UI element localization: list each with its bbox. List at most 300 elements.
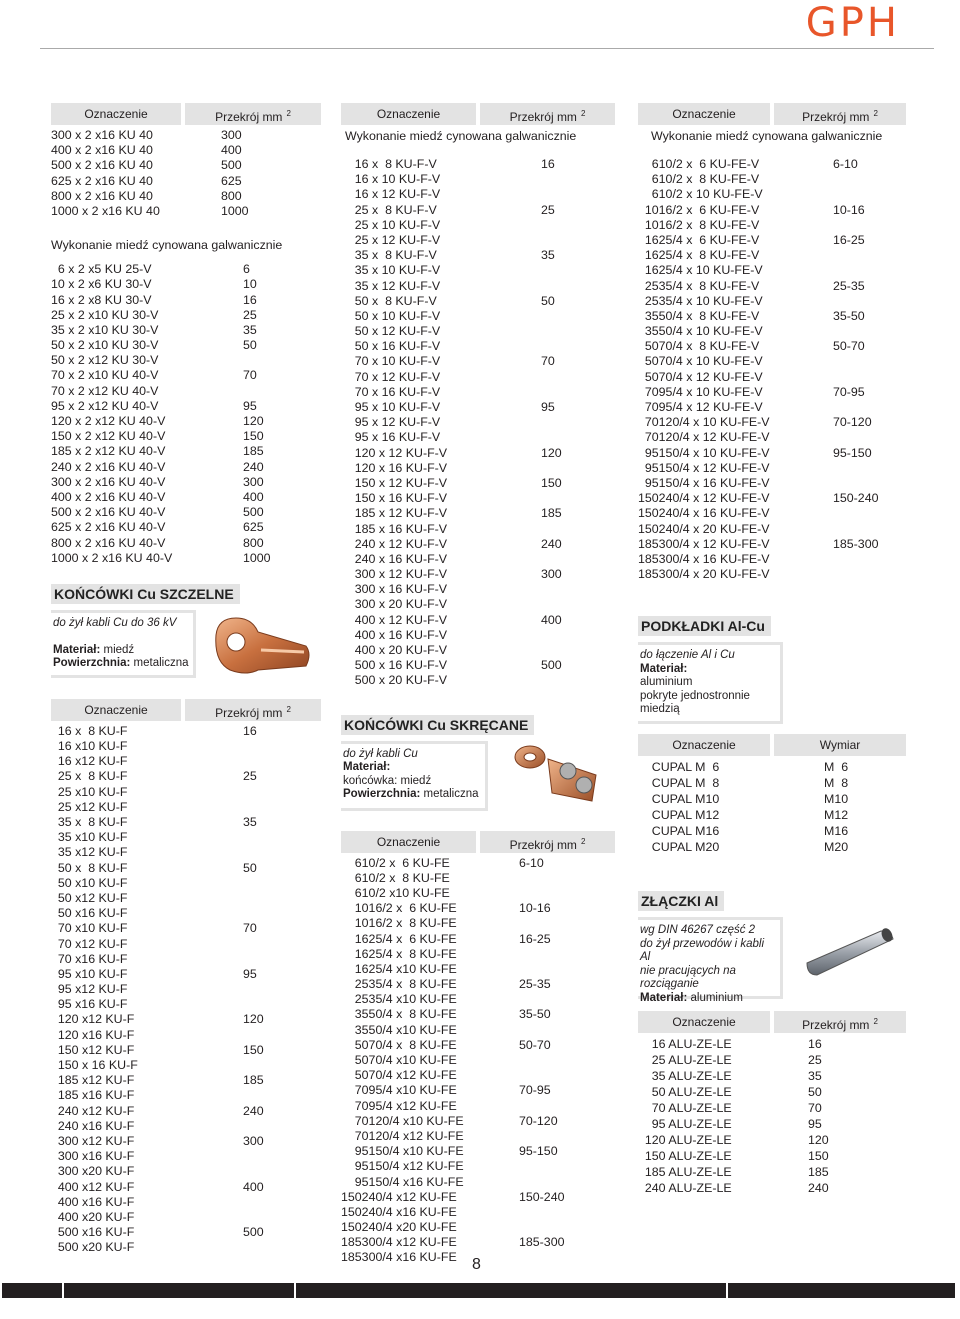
designation-cell: 5070/4 x 8 KU-FE-V xyxy=(638,339,760,354)
designation-cell: 300 x 2 x16 KU 40 xyxy=(51,128,153,142)
table-row xyxy=(51,323,321,338)
table-header xyxy=(638,734,910,756)
designation-cell: 150 x 2 x12 KU 40-V xyxy=(51,429,166,444)
designation-cell: 300 x20 KU-F xyxy=(51,1164,135,1179)
table-row xyxy=(341,932,619,947)
table-row xyxy=(638,1132,910,1148)
value-cell: 25 xyxy=(808,1053,822,1068)
table-row xyxy=(51,429,321,444)
designation-cell: 70 x 16 KU-F-V xyxy=(341,384,441,399)
value-cell: 16 xyxy=(541,157,555,171)
designation-cell: 300 x 16 KU-F-V xyxy=(341,582,448,597)
value-cell: M20 xyxy=(824,840,849,855)
value-cell: 800 xyxy=(243,535,264,550)
designation-cell: CUPAL M10 xyxy=(638,792,720,807)
value-cell: 400 xyxy=(541,612,562,627)
table-row xyxy=(341,962,619,977)
value-cell: 240 xyxy=(808,1181,829,1196)
designation-cell: CUPAL M20 xyxy=(638,840,720,855)
table-row xyxy=(51,1088,321,1103)
designation-cell: 610/2 x 6 KU-FE-V xyxy=(638,157,760,171)
table-row xyxy=(341,263,619,278)
designation-cell: 5070/4 x12 KU-FE xyxy=(341,1068,457,1083)
table-row xyxy=(51,460,321,475)
designation-cell: 50 x 10 KU-F-V xyxy=(341,308,441,323)
value-cell: 625 xyxy=(243,520,264,535)
designation-cell: 500 x 20 KU-F-V xyxy=(341,673,448,688)
designation-cell: 1625/4 x 8 KU-FE xyxy=(341,946,457,961)
designation-cell: 1016/2 x 8 KU-FE-V xyxy=(638,217,760,232)
designation-cell: 70 x10 KU-F xyxy=(51,921,128,936)
designation-cell: 400 x 2 x16 KU 40-V xyxy=(51,489,166,504)
table-row xyxy=(341,446,619,461)
column-1 xyxy=(51,103,321,1255)
designation-cell: 50 ALU-ZE-LE xyxy=(638,1085,732,1100)
table-row xyxy=(341,385,619,400)
designation-cell: 500 x 2 x16 KU 40-V xyxy=(51,505,166,520)
table-row xyxy=(51,800,321,815)
table-rows xyxy=(51,724,321,1256)
header-section: Przekrój mm $^2$ xyxy=(774,1011,906,1033)
table-rows xyxy=(638,759,910,855)
material-value: końcówka: miedź xyxy=(343,774,432,787)
designation-cell: 70120/4 x 12 KU-FE-V xyxy=(638,430,770,445)
table-row xyxy=(51,739,321,754)
value-cell: M10 xyxy=(824,792,849,807)
designation-cell: CUPAL M12 xyxy=(638,808,720,823)
designation-cell: 800 x 2 x16 KU 40 xyxy=(51,188,153,203)
designation-cell: 3550/4 x 8 KU-FE-V xyxy=(638,308,760,323)
table-row xyxy=(51,1195,321,1210)
table-row xyxy=(341,354,619,369)
table-rows xyxy=(341,157,619,689)
value-cell: 800 xyxy=(221,188,242,203)
table-row xyxy=(51,128,321,143)
value-cell: 95 xyxy=(808,1117,822,1132)
designation-cell: CUPAL M16 xyxy=(638,824,720,839)
table-row xyxy=(638,339,910,354)
tin-plated-note: Wykonanie miedź cynowana galwanicznie xyxy=(345,129,577,143)
table-row xyxy=(51,1134,321,1149)
value-cell: 35 xyxy=(243,322,257,337)
designation-cell: 240 x16 KU-F xyxy=(51,1118,135,1133)
value-cell: 95 xyxy=(243,966,257,981)
table-row xyxy=(51,414,321,429)
value-cell: 6 xyxy=(243,262,250,277)
material-label: Materiał: xyxy=(53,643,101,656)
value-cell: M12 xyxy=(824,808,849,823)
table-row xyxy=(341,522,619,537)
designation-cell: 500 x 2 x16 KU 40 xyxy=(51,158,153,173)
table-row xyxy=(638,309,910,324)
value-cell: 185-300 xyxy=(519,1235,565,1250)
table-rows xyxy=(341,856,619,1266)
table-row xyxy=(51,143,321,158)
table-row xyxy=(341,415,619,430)
table-row xyxy=(341,1129,619,1144)
page-number: 8 xyxy=(472,1256,481,1273)
table-row xyxy=(638,567,910,582)
designation-cell: 35 x 8 KU-F xyxy=(51,815,128,829)
table-row xyxy=(638,476,910,491)
value-cell: 400 xyxy=(243,489,264,504)
section-title: PODKŁADKI Al-Cu xyxy=(638,616,771,636)
table-row xyxy=(51,308,321,323)
designation-cell: 70 x 12 KU-F-V xyxy=(341,369,441,384)
table-row xyxy=(51,724,321,739)
info-box xyxy=(638,917,783,1004)
value-cell: 1000 xyxy=(243,550,271,565)
table-row xyxy=(341,172,619,187)
designation-cell: 1000 x 2 x16 KU 40 xyxy=(51,203,160,218)
section-title: ZŁĄCZKI Al xyxy=(638,891,724,911)
value-cell: 240 xyxy=(243,1103,264,1118)
table-row xyxy=(638,446,910,461)
designation-cell: 7095/4 x10 KU-FE xyxy=(341,1083,457,1098)
table-row xyxy=(51,1012,321,1027)
value-cell: 70 xyxy=(808,1101,822,1116)
table-row xyxy=(638,461,910,476)
table-row xyxy=(638,385,910,400)
designation-cell: 1625/4 x 8 KU-FE-V xyxy=(638,248,760,263)
table-header xyxy=(638,103,910,125)
table-rows xyxy=(638,1036,910,1196)
value-cell: 120 xyxy=(808,1133,829,1148)
table-row xyxy=(341,248,619,263)
designation-cell: 95 x 10 KU-F-V xyxy=(341,400,441,414)
designation-cell: 240 x 16 KU-F-V xyxy=(341,551,448,566)
value-cell: 50 xyxy=(243,338,257,353)
designation-cell: 610/2 x 10 KU-FE-V xyxy=(638,187,763,202)
designation-cell: 16 x 8 KU-F-V xyxy=(341,157,437,171)
table-row xyxy=(341,1114,619,1129)
table-row xyxy=(341,1038,619,1053)
value-cell: 95-150 xyxy=(833,445,872,460)
table-row xyxy=(341,992,619,1007)
tin-plated-note: Wykonanie miedź cynowana galwanicznie xyxy=(51,238,283,253)
designation-cell: 500 x20 KU-F xyxy=(51,1240,135,1255)
table-row xyxy=(638,1164,910,1180)
value-cell: 120 xyxy=(541,445,562,460)
value-cell: 500 xyxy=(221,158,242,173)
value-cell: 400 xyxy=(243,1179,264,1194)
bottom-bar xyxy=(2,1283,957,1298)
designation-cell: 25 x 10 KU-F-V xyxy=(341,217,441,232)
table-row xyxy=(51,1043,321,1058)
table-row xyxy=(51,1028,321,1043)
table-row xyxy=(341,567,619,582)
designation-cell: 95150/4 x 16 KU-FE-V xyxy=(638,475,770,490)
table-row xyxy=(341,947,619,962)
designation-cell: 70 ALU-ZE-LE xyxy=(638,1101,732,1116)
designation-cell: 50 x12 KU-F xyxy=(51,890,128,905)
designation-cell: 610/2 x 6 KU-FE xyxy=(341,855,450,870)
table-row xyxy=(51,967,321,982)
table-row xyxy=(51,1164,321,1179)
table-row xyxy=(51,338,321,353)
designation-cell: 35 x 12 KU-F-V xyxy=(341,278,441,293)
designation-cell: 240 x 12 KU-F-V xyxy=(341,536,448,551)
table-row xyxy=(341,613,619,628)
header-section: Przekrój mm $^2$ xyxy=(185,699,321,721)
designation-cell: 1625/4 x 10 KU-FE-V xyxy=(638,263,763,278)
value-cell: 500 xyxy=(243,505,264,520)
designation-cell: 500 x16 KU-F xyxy=(51,1225,135,1240)
designation-cell: 50 x 2 x12 KU 30-V xyxy=(51,353,159,368)
header-designation: Oznaczenie xyxy=(341,103,476,125)
surface-value: metaliczna xyxy=(130,657,189,670)
value-cell: 35 xyxy=(808,1069,822,1084)
table-row xyxy=(341,1023,619,1038)
designation-cell: 70 x 10 KU-F-V xyxy=(341,354,441,369)
value-cell: 500 xyxy=(541,658,562,673)
info-line: nie pracujących na xyxy=(640,964,736,977)
table-row xyxy=(638,1148,910,1164)
designation-cell: 625 x 2 x16 KU 40 xyxy=(51,173,153,188)
designation-cell: 5070/4 x 10 KU-FE-V xyxy=(638,354,763,369)
value-cell: 400 xyxy=(221,143,242,158)
designation-cell: 800 x 2 x16 KU 40-V xyxy=(51,535,166,550)
table-row xyxy=(51,1225,321,1240)
table-row xyxy=(51,785,321,800)
table-row xyxy=(51,754,321,769)
info-row xyxy=(638,917,910,1004)
table-row xyxy=(341,233,619,248)
table-row xyxy=(51,845,321,860)
designation-cell: 25 x10 KU-F xyxy=(51,784,128,799)
table-row xyxy=(341,506,619,521)
table-row xyxy=(341,370,619,385)
table-row xyxy=(51,937,321,952)
table-row xyxy=(341,1220,619,1235)
designation-cell: 300 x 20 KU-F-V xyxy=(341,597,448,612)
designation-cell: 2535/4 x 8 KU-FE-V xyxy=(638,278,760,293)
table-row xyxy=(341,643,619,658)
table-row xyxy=(341,597,619,612)
designation-cell: 625 x 2 x16 KU 40-V xyxy=(51,520,166,535)
table-row xyxy=(638,430,910,445)
value-cell: 120 xyxy=(243,414,264,428)
table-row xyxy=(638,324,910,339)
designation-cell: 150 x 16 KU-F xyxy=(51,1058,138,1072)
table-row xyxy=(341,157,619,172)
value-cell: 70 xyxy=(243,921,257,936)
table-row xyxy=(51,399,321,414)
value-cell: 70-120 xyxy=(833,415,872,430)
designation-cell: 400 x20 KU-F xyxy=(51,1209,135,1224)
table-row xyxy=(638,1084,910,1100)
table-row xyxy=(341,856,619,871)
connector-image xyxy=(793,917,903,987)
value-cell: 35 xyxy=(541,248,555,263)
designation-cell: 2535/4 x10 KU-FE xyxy=(341,992,457,1007)
designation-cell: 16 x10 KU-F xyxy=(51,739,128,754)
table-header xyxy=(638,1011,910,1033)
designation-cell: 70 x12 KU-F xyxy=(51,936,128,951)
value-cell: 70 xyxy=(243,368,257,383)
value-cell: 300 xyxy=(243,1133,264,1148)
table-row xyxy=(638,823,910,839)
designation-cell: 1016/2 x 6 KU-FE xyxy=(341,901,457,916)
designation-cell: 95 x12 KU-F xyxy=(51,982,128,997)
designation-cell: 25 x12 KU-F xyxy=(51,799,128,814)
table-row xyxy=(638,203,910,218)
value-cell: 70-95 xyxy=(833,384,865,399)
section-title: KOŃCÓWKI Cu SKRĘCANE xyxy=(341,715,534,735)
value-cell: 150-240 xyxy=(519,1189,565,1204)
value-cell: 185 xyxy=(243,1073,264,1088)
designation-cell: 150240/4 x12 KU-FE xyxy=(341,1189,457,1204)
table-row xyxy=(51,830,321,845)
value-cell: 150-240 xyxy=(833,491,879,506)
designation-cell: 16 x 12 KU-F-V xyxy=(341,187,441,202)
designation-cell: 300 x12 KU-F xyxy=(51,1133,135,1148)
table-header xyxy=(51,699,321,721)
value-cell: 10-16 xyxy=(519,901,551,916)
table-row xyxy=(341,1144,619,1159)
designation-cell: 70 x 2 x10 KU 40-V xyxy=(51,368,159,383)
designation-cell: 150240/4 x 12 KU-FE-V xyxy=(638,491,770,506)
table-row xyxy=(638,807,910,823)
designation-cell: 120 x16 KU-F xyxy=(51,1027,135,1042)
designation-cell: 50 x10 KU-F xyxy=(51,875,128,890)
header-section: Przekrój mm $^2$ xyxy=(185,103,321,125)
table-row xyxy=(638,1100,910,1116)
table-row xyxy=(341,628,619,643)
material-label: Materiał: xyxy=(640,991,688,1004)
header-designation: Oznaczenie xyxy=(638,103,770,125)
header-section: Przekrój mm $^2$ xyxy=(480,103,615,125)
designation-cell: 35 ALU-ZE-LE xyxy=(638,1069,732,1084)
value-cell: 185 xyxy=(541,506,562,521)
designation-cell: 1625/4 x10 KU-FE xyxy=(341,961,457,976)
table-row xyxy=(51,997,321,1012)
header-size: Wymiar xyxy=(774,734,906,756)
table-row xyxy=(638,759,910,775)
table-row xyxy=(51,293,321,308)
designation-cell: 95150/4 x12 KU-FE xyxy=(341,1159,464,1174)
designation-cell: 400 x12 KU-F xyxy=(51,1179,135,1194)
table-header xyxy=(341,103,619,125)
table-row xyxy=(341,218,619,233)
info-line: do żył przewodów i kabli Al xyxy=(640,937,765,964)
header-designation: Oznaczenie xyxy=(51,699,181,721)
designation-cell: 7095/4 x 12 KU-FE-V xyxy=(638,400,763,414)
designation-cell: 1625/4 x 6 KU-FE-V xyxy=(638,232,760,247)
table-row xyxy=(51,505,321,520)
table-row xyxy=(341,279,619,294)
designation-cell: 185 x 12 KU-F-V xyxy=(341,506,448,521)
table-row xyxy=(341,886,619,901)
designation-cell: 35 x10 KU-F xyxy=(51,830,128,845)
designation-cell: 240 x 2 x16 KU 40-V xyxy=(51,459,166,474)
designation-cell: 120 x 2 x12 KU 40-V xyxy=(51,414,166,428)
designation-cell: 185300/4 x16 KU-FE xyxy=(341,1250,457,1265)
table-row xyxy=(341,916,619,931)
value-cell: 25-35 xyxy=(833,278,865,293)
table-row xyxy=(341,673,619,688)
designation-cell: 3550/4 x 10 KU-FE-V xyxy=(638,324,763,339)
table-row xyxy=(341,476,619,491)
info-line: do łączenie Al i Cu xyxy=(640,649,735,662)
designation-cell: 185300/4 x 12 KU-FE-V xyxy=(638,536,770,551)
table-row xyxy=(51,189,321,204)
designation-cell: 2535/4 x 10 KU-FE-V xyxy=(638,293,763,308)
table-row xyxy=(51,536,321,551)
value-cell: 35-50 xyxy=(519,1007,551,1022)
value-cell: 120 xyxy=(243,1012,264,1027)
value-cell: 150 xyxy=(541,475,562,490)
designation-cell: 120 ALU-ZE-LE xyxy=(638,1133,732,1148)
designation-cell: 70120/4 x 10 KU-FE-V xyxy=(638,415,770,430)
designation-cell: 300 x 12 KU-F-V xyxy=(341,567,448,582)
designation-cell: 240 ALU-ZE-LE xyxy=(638,1181,732,1196)
surface-value: metaliczna xyxy=(420,788,479,801)
value-cell: 70 xyxy=(541,354,555,369)
designation-cell: 95 x16 KU-F xyxy=(51,997,128,1012)
designation-cell: 95 x10 KU-F xyxy=(51,966,128,981)
table-row xyxy=(51,204,321,219)
designation-cell: 3550/4 x10 KU-FE xyxy=(341,1022,457,1037)
value-cell: 25 xyxy=(243,307,257,322)
info-row xyxy=(638,642,910,724)
table-row xyxy=(638,172,910,187)
designation-cell: 610/2 x 8 KU-FE-V xyxy=(638,172,760,187)
table-row xyxy=(51,1210,321,1225)
designation-cell: 95 x 12 KU-F-V xyxy=(341,415,441,430)
value-cell: 500 xyxy=(243,1225,264,1240)
designation-cell: 150 x12 KU-F xyxy=(51,1042,135,1057)
header-designation: Oznaczenie xyxy=(51,103,181,125)
value-cell: 300 xyxy=(243,474,264,489)
material-value: miedź xyxy=(100,643,135,656)
table-row xyxy=(51,262,321,277)
table-row xyxy=(638,1116,910,1132)
value-cell: 50-70 xyxy=(833,339,865,354)
value-cell: 50 xyxy=(541,293,555,308)
table-row xyxy=(638,1068,910,1084)
table-row xyxy=(51,174,321,189)
material-detail: pokryte jednostronnie xyxy=(640,689,750,702)
value-cell: 10-16 xyxy=(833,202,865,217)
designation-cell: 185300/4 x 16 KU-FE-V xyxy=(638,551,770,566)
designation-cell: 50 x 2 x10 KU 30-V xyxy=(51,338,159,353)
info-row xyxy=(341,741,619,811)
brand-logo: GPH xyxy=(805,0,900,46)
value-cell: 300 xyxy=(221,128,242,142)
table-row xyxy=(341,1159,619,1174)
designation-cell: 1016/2 x 8 KU-FE xyxy=(341,916,457,931)
designation-cell: 150240/4 x 16 KU-FE-V xyxy=(638,506,770,521)
value-cell: 70-95 xyxy=(519,1083,551,1098)
table-row xyxy=(341,537,619,552)
table-row xyxy=(341,430,619,445)
table-row xyxy=(51,1180,321,1195)
info-box xyxy=(341,741,488,811)
info-line: do żył kabli Cu xyxy=(343,747,418,760)
designation-cell: 185 x 16 KU-F-V xyxy=(341,521,448,536)
material-detail: miedzią xyxy=(640,703,680,716)
table-header xyxy=(341,831,619,853)
table-row xyxy=(341,339,619,354)
designation-cell: 185 x 2 x12 KU 40-V xyxy=(51,444,166,459)
value-cell: 16-25 xyxy=(833,232,865,247)
designation-cell: 35 x 8 KU-F-V xyxy=(341,248,437,263)
designation-cell: 25 x 2 x10 KU 30-V xyxy=(51,307,159,322)
table-row xyxy=(638,775,910,791)
table-row xyxy=(638,537,910,552)
value-cell: 625 xyxy=(221,173,242,188)
